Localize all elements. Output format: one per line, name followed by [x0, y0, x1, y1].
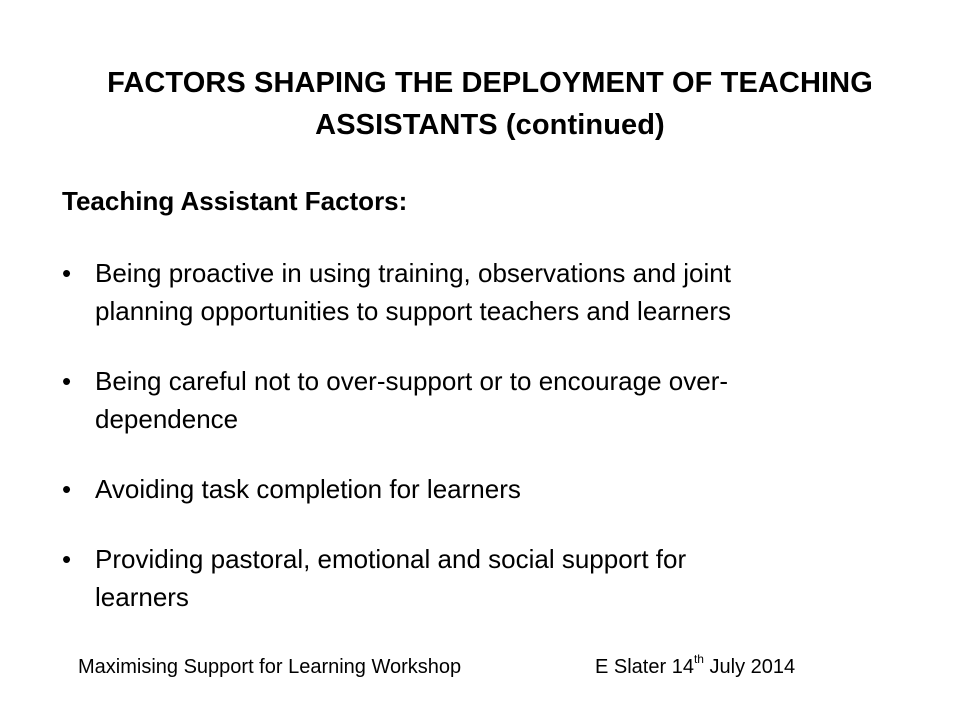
bullet-line: Being proactive in using training, observations and joint [95, 258, 731, 288]
bullet-marker: • [62, 258, 72, 288]
bullet-item-1 [62, 254, 902, 330]
bullet-line: Avoiding task completion for learners [95, 474, 521, 504]
slide-title [40, 62, 940, 146]
bullet-line: Being careful not to over-support or to encourage over- [95, 366, 729, 396]
slide-title-line-1: FACTORS SHAPING THE DEPLOYMENT OF TEACHING [107, 67, 873, 99]
bullet-list [62, 254, 902, 616]
bullet-item-4 [62, 540, 902, 616]
bullet-line: planning opportunities to support teachers and learners [95, 296, 731, 326]
bullet-marker: • [62, 544, 72, 574]
bullet-line: learners [95, 582, 189, 612]
footer-date: July 2014 [703, 656, 796, 678]
slide-title-line-2: ASSISTANTS (continued) [315, 109, 665, 141]
footer-author-date [595, 654, 795, 680]
section-heading: Teaching Assistant Factors: [62, 186, 408, 216]
bullet-item-3 [62, 470, 902, 508]
bullet-line: Providing pastoral, emotional and social support for [95, 544, 687, 574]
bullet-marker: • [62, 366, 72, 396]
bullet-item-2 [62, 362, 902, 438]
bullet-marker: • [62, 474, 72, 504]
footer-date-ordinal: th [693, 652, 704, 667]
bullet-line: dependence [95, 404, 239, 434]
footer-workshop: Maximising Support for Learning Workshop [78, 656, 462, 678]
footer-author: E Slater 14 [595, 656, 694, 678]
